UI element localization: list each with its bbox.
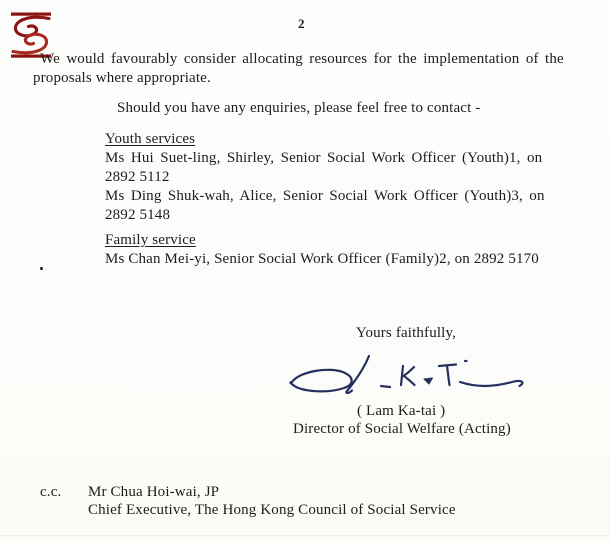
handwritten-signature-icon bbox=[284, 342, 544, 400]
closing-salutation: Yours faithfully, bbox=[356, 325, 457, 341]
youth-contact-phone: 2892 5148 bbox=[105, 207, 171, 223]
contact-intro: Should you have any enquiries, please feel free to contact - bbox=[117, 100, 481, 116]
page-number: 2 bbox=[298, 16, 305, 31]
scan-artifact-dot bbox=[40, 267, 43, 270]
scan-artifact-line bbox=[0, 535, 610, 536]
family-service-heading: Family service bbox=[105, 232, 196, 248]
family-contact-line: Ms Chan Mei-yi, Senior Social Work Officer (Family)2, on 2892 5170 bbox=[105, 251, 539, 267]
paragraph-line: We would favourably consider allocating resources for the implementation of the bbox=[40, 51, 564, 67]
cc-title: Chief Executive, The Hong Kong Council of Social Service bbox=[88, 502, 456, 518]
signatory-name: ( Lam Ka-tai ) bbox=[357, 403, 446, 419]
youth-contact-line: Ms Hui Suet-ling, Shirley, Senior Social Work Officer (Youth)1, on bbox=[105, 150, 543, 166]
signatory-title: Director of Social Welfare (Acting) bbox=[293, 421, 511, 437]
youth-services-heading: Youth services bbox=[105, 131, 196, 147]
cc-name: Mr Chua Hoi-wai, JP bbox=[88, 484, 220, 500]
paragraph-line: proposals where appropriate. bbox=[33, 70, 211, 86]
youth-contact-line: Ms Ding Shuk-wah, Alice, Senior Social Work Officer (Youth)3, on bbox=[105, 188, 545, 204]
youth-contact-phone: 2892 5112 bbox=[105, 169, 170, 185]
cc-label: c.c. bbox=[40, 484, 62, 500]
